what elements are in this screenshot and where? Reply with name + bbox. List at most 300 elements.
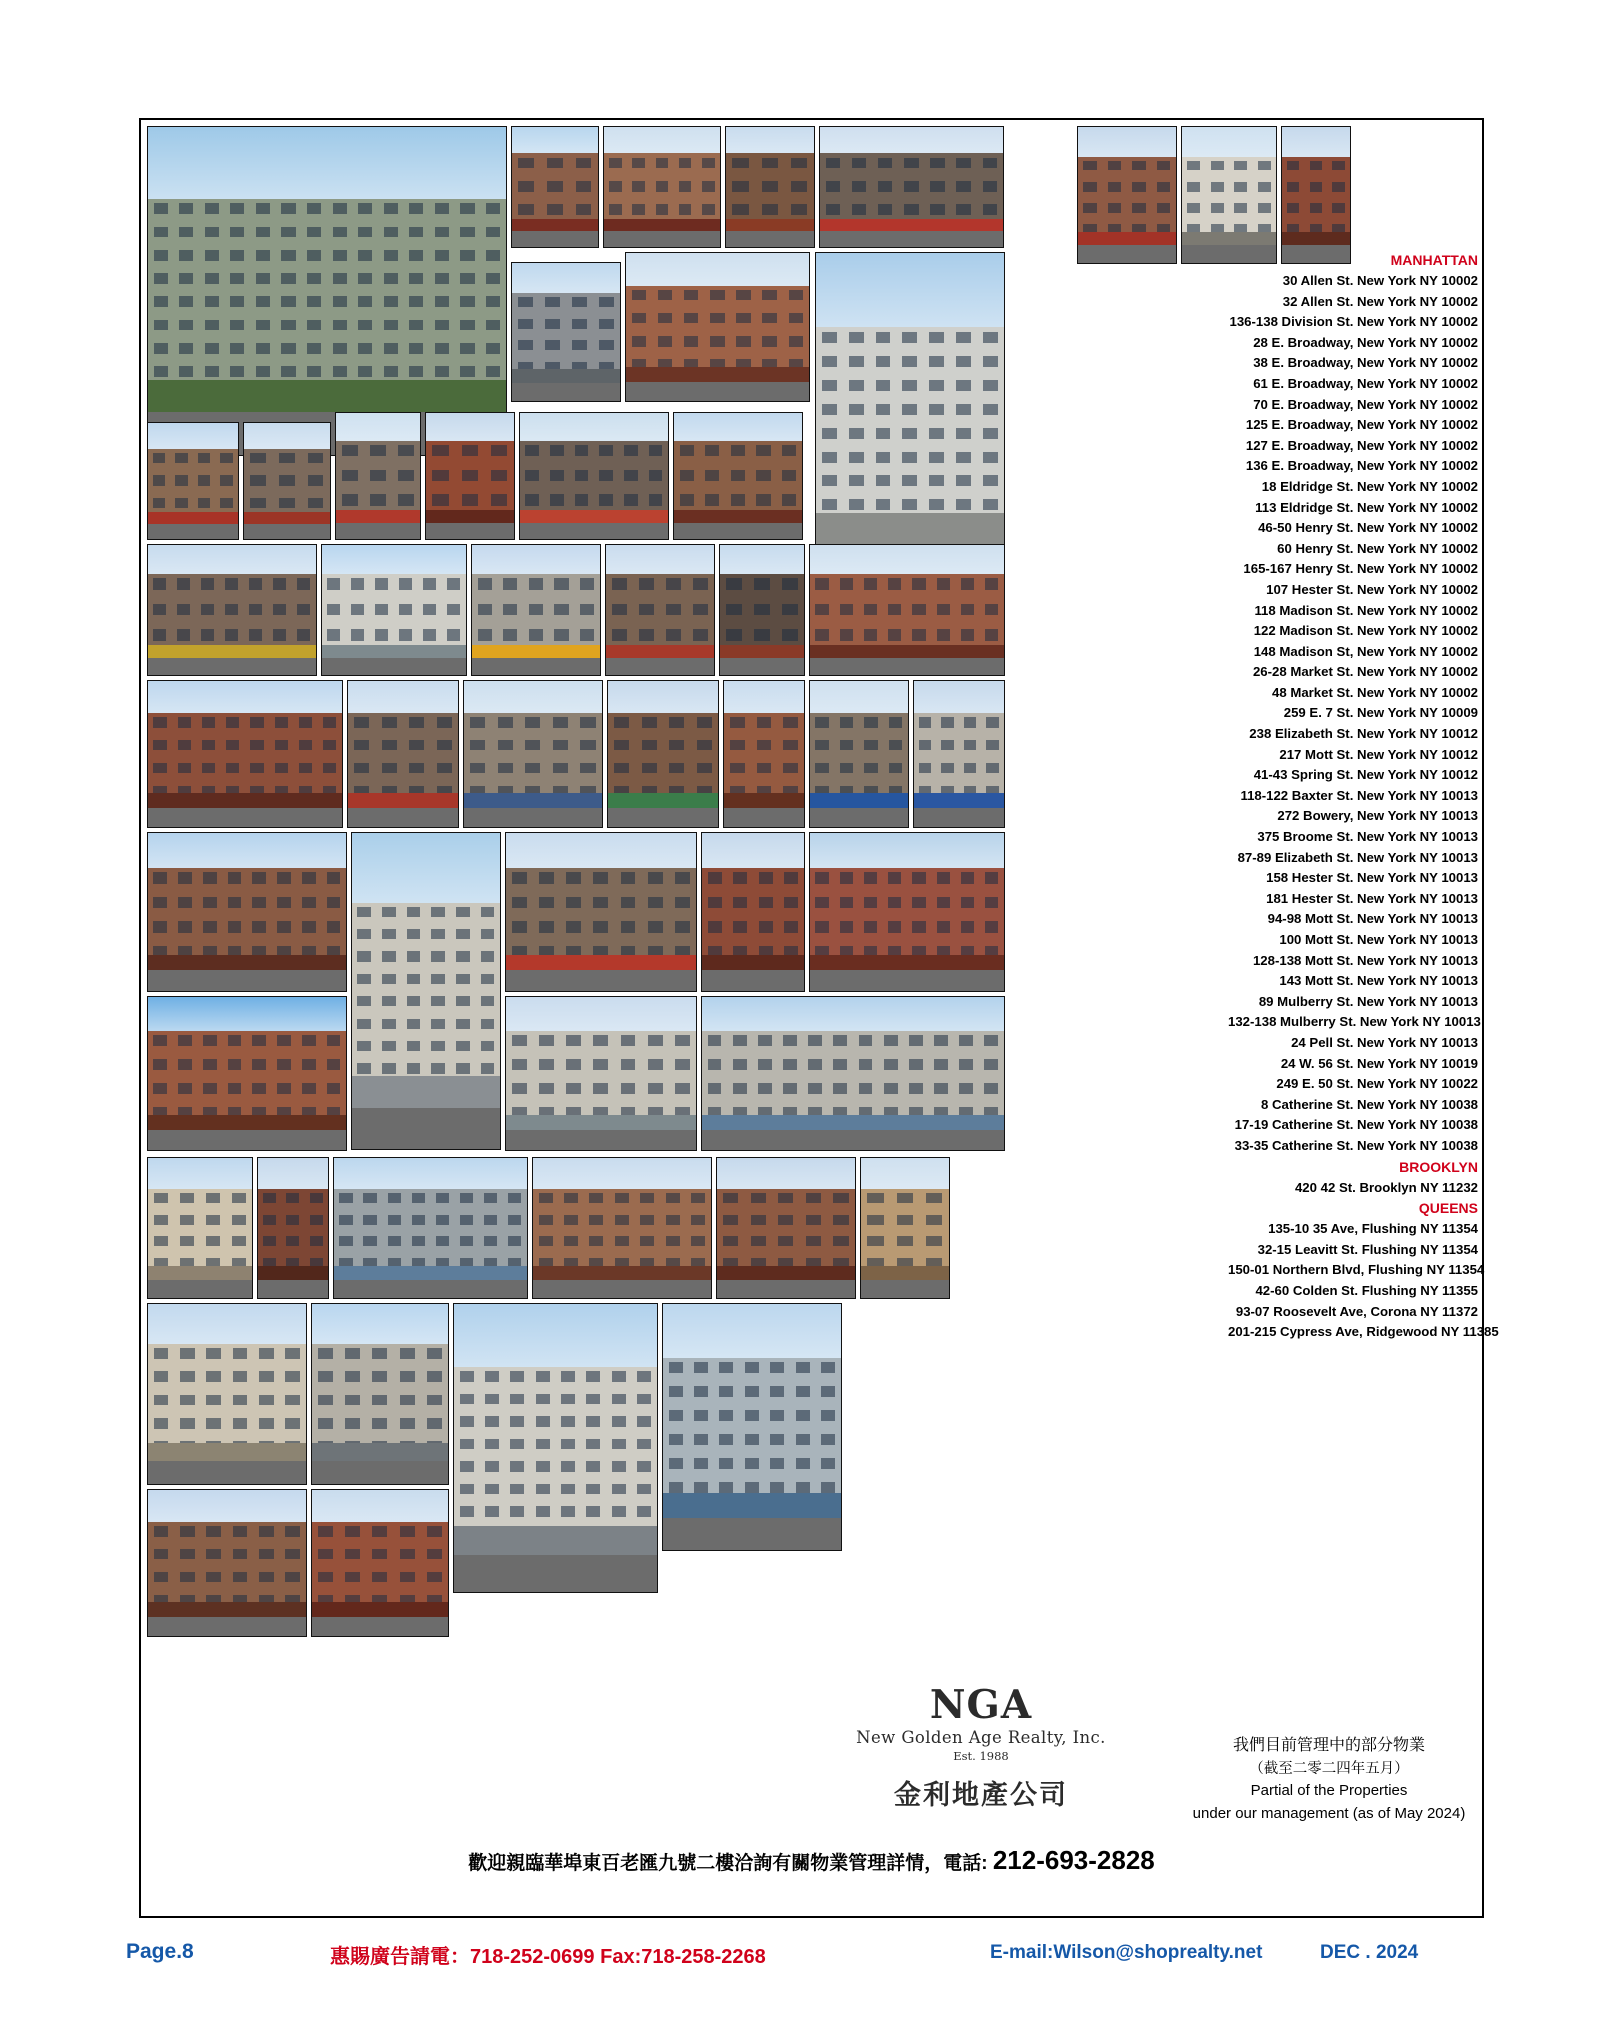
photo-window (815, 763, 828, 773)
photo-window (220, 498, 232, 508)
photo-window (285, 1371, 299, 1382)
photo-window (203, 1035, 217, 1046)
photo-window (491, 470, 507, 481)
photo-window (983, 158, 997, 169)
photo-window (233, 1526, 247, 1536)
photo-window (281, 343, 295, 354)
photo-window (757, 717, 772, 727)
photo-window (259, 1418, 273, 1429)
photo-window (423, 578, 436, 590)
listing-address: 41-43 Spring St. New York NY 10012 (1253, 767, 1478, 783)
management-note-line3: Partial of the Properties (1250, 1782, 1408, 1799)
photo-storefront (726, 219, 814, 231)
photo-window (708, 921, 722, 932)
photo-storefront (148, 512, 238, 524)
photo-window (275, 740, 288, 750)
photo-window (252, 1059, 266, 1070)
listing-address: 127 E. Broadway, New York NY 10002 (1245, 437, 1478, 453)
photo-window (1234, 161, 1247, 171)
photo-window (481, 907, 495, 917)
photo-green-storefront (607, 680, 719, 828)
photo-window (202, 740, 215, 750)
photo-street (312, 1461, 448, 1484)
photo-window (333, 320, 347, 331)
photo-window (1310, 203, 1322, 213)
photo-window (593, 1035, 608, 1046)
photo-window (705, 494, 719, 505)
photo-chinatown-storefront-1 (819, 126, 1004, 248)
photo-window (203, 1059, 217, 1070)
photo-window (822, 404, 837, 415)
photo-window (684, 290, 698, 301)
photo-window (250, 475, 266, 485)
photo-window (382, 1019, 396, 1029)
photo-window (986, 763, 998, 773)
photo-window (431, 974, 445, 984)
photo-window (412, 1236, 425, 1246)
photo-window (225, 604, 238, 616)
photo-window (536, 1484, 550, 1494)
photo-window (375, 629, 388, 641)
photo-window (285, 1348, 299, 1359)
photo-fire-escape-red (701, 832, 805, 992)
photo-window (1211, 203, 1224, 213)
photo-window (719, 1482, 733, 1493)
photo-window (983, 428, 998, 439)
photo-window (400, 1549, 415, 1559)
photo-window (1083, 182, 1096, 192)
photo-window (318, 1526, 333, 1536)
photo-window (762, 181, 778, 192)
photo-window (796, 1458, 810, 1469)
photo-window (154, 1371, 168, 1382)
photo-window (566, 897, 581, 908)
photo-window (985, 921, 998, 932)
photo-window (460, 1371, 474, 1381)
listing-address: 118-122 Baxter St. New York NY 10013 (1240, 787, 1478, 803)
photo-window (310, 1236, 323, 1246)
photo-window (912, 604, 925, 616)
photo-window (876, 332, 891, 343)
photo-window (384, 320, 398, 331)
photo-window (731, 445, 745, 456)
listing-address: 128-138 Mott St. New York NY 10013 (1252, 952, 1478, 968)
photo-window (889, 717, 902, 727)
photo-window (806, 1236, 821, 1246)
photo-window (852, 158, 866, 169)
contact-phone: 212-693-2828 (992, 1845, 1155, 1875)
photo-storefront (702, 1115, 1004, 1130)
photo-window (669, 1362, 683, 1373)
photo-window (409, 273, 423, 284)
photo-window (902, 356, 917, 367)
photo-window (732, 181, 748, 192)
photo-window (1287, 203, 1299, 213)
photo-window (407, 907, 421, 917)
photo-street (520, 523, 668, 539)
photo-window (550, 445, 564, 456)
photo-window (864, 872, 877, 883)
photo-window (205, 343, 219, 354)
photo-window (637, 1484, 651, 1494)
photo-window (691, 1236, 705, 1246)
photo-window (351, 578, 364, 590)
photo-window (553, 717, 568, 727)
photo-window (518, 297, 533, 307)
photo-window (399, 629, 412, 641)
photo-window (206, 1348, 220, 1359)
photo-window (849, 380, 864, 391)
photo-window (233, 1395, 247, 1406)
photo-window (308, 498, 324, 508)
photo-storefront (914, 793, 1004, 808)
photo-window (382, 907, 396, 917)
photo-window (179, 296, 193, 307)
photo-storefront (454, 1526, 657, 1555)
listing-address: 135-10 35 Ave, Flushing NY 11354 (1268, 1221, 1478, 1237)
photo-window (745, 1434, 759, 1445)
photo-window (599, 470, 613, 481)
photo-window (708, 1059, 722, 1070)
photo-window (263, 1236, 276, 1246)
photo-window (498, 740, 513, 750)
photo-window (723, 1215, 738, 1225)
photo-window (256, 273, 270, 284)
photo-window (612, 1416, 626, 1426)
photo-window (498, 717, 513, 727)
photo-window (783, 763, 798, 773)
photo-window (983, 380, 998, 391)
photo-window (912, 578, 925, 590)
photo-window (339, 1236, 352, 1246)
photo-window (669, 1410, 683, 1421)
photo-window (621, 1035, 636, 1046)
photo-window (784, 897, 798, 908)
photo-window (226, 740, 239, 750)
photo-window (539, 1059, 554, 1070)
photo-window (205, 227, 219, 238)
photo-window (680, 445, 694, 456)
photo-window (302, 897, 316, 908)
photo-window (675, 872, 690, 883)
photo-window (919, 740, 931, 750)
listing-address: 100 Mott St. New York NY 10013 (1279, 932, 1478, 947)
photo-window (1332, 182, 1344, 192)
photo-window (357, 974, 371, 984)
photo-window (233, 1549, 247, 1559)
photo-blue-glass-tower (662, 1303, 842, 1551)
photo-window (733, 1059, 747, 1070)
photo-window (525, 445, 539, 456)
listing-city-manhattan: MANHATTAN (1390, 252, 1478, 268)
photo-window (580, 763, 595, 773)
photo-storefront (861, 1266, 949, 1280)
photo-window (926, 1215, 942, 1225)
photo-window (252, 897, 266, 908)
footer-email: E-mail:Wilson@shoprealty.net (990, 1942, 1263, 1963)
photo-window (327, 872, 341, 883)
photo-window (666, 578, 681, 590)
photo-window (575, 445, 589, 456)
photo-window (615, 1236, 629, 1246)
photo-window (691, 1193, 705, 1203)
photo-window (849, 452, 864, 463)
photo-window (180, 1572, 194, 1582)
photo-window (956, 158, 970, 169)
photo-window (456, 1063, 470, 1073)
photo-window (656, 181, 669, 192)
photo-window (250, 717, 263, 727)
photo-window (302, 921, 316, 932)
photo-window (1132, 161, 1145, 171)
photo-window (710, 336, 724, 347)
photo-window (867, 1193, 883, 1203)
photo-window (372, 1418, 387, 1429)
photo-window (751, 1236, 766, 1246)
photo-window (536, 1461, 550, 1471)
photo-window (612, 1394, 626, 1404)
photo-window (327, 1083, 341, 1094)
photo-window (789, 313, 803, 324)
photo-blue-sky-brick (147, 996, 347, 1151)
photo-window (566, 872, 581, 883)
photo-window (624, 445, 638, 456)
photo-window (983, 475, 998, 486)
photo-window (612, 604, 627, 616)
photo-storefront (1282, 232, 1350, 246)
photo-window (1132, 203, 1145, 213)
photo-window (275, 763, 288, 773)
photo-window (153, 604, 166, 616)
photo-window (694, 1410, 708, 1421)
photo-window (702, 181, 715, 192)
footer-date: DEC . 2024 (1320, 1942, 1419, 1963)
photo-window (470, 763, 485, 773)
photo-red-brick-block-1 (809, 544, 1005, 676)
photo-storefront (512, 369, 620, 383)
photo-window (318, 1418, 333, 1429)
photo-window (525, 494, 539, 505)
photo-window (770, 1362, 784, 1373)
photo-window (934, 1035, 948, 1046)
photo-window (432, 494, 448, 505)
photo-window (481, 929, 495, 939)
photo-window (153, 740, 166, 750)
photo-window (902, 380, 917, 391)
photo-brick-walkup-2 (603, 126, 721, 248)
photo-window (840, 872, 853, 883)
photo-window (370, 494, 385, 505)
photo-window (580, 740, 595, 750)
photo-street (336, 523, 420, 539)
listing-address: 272 Bowery, New York NY 10013 (1277, 808, 1478, 824)
photo-window (826, 204, 840, 215)
photo-window (486, 320, 500, 331)
photo-window (431, 1041, 445, 1051)
photo-window (345, 1348, 360, 1359)
photo-street (148, 1280, 252, 1298)
photo-window (640, 1215, 654, 1225)
photo-window (275, 717, 288, 727)
photo-window (580, 717, 595, 727)
photo-street (608, 808, 718, 827)
photo-window (691, 1215, 705, 1225)
page-footer (0, 1940, 1600, 1980)
photo-window (586, 1371, 600, 1381)
photo-street (426, 523, 514, 539)
photo-storefront (810, 955, 1004, 971)
photo-window (307, 296, 321, 307)
photo-window (612, 578, 627, 590)
photo-window (679, 158, 692, 169)
photo-window (154, 1526, 168, 1536)
photo-window (929, 499, 944, 510)
photo-window (796, 1362, 810, 1373)
photo-storefront (1078, 232, 1176, 246)
photo-window (956, 428, 971, 439)
photo-storefront (820, 219, 1003, 231)
photo-window (564, 1193, 578, 1203)
photo-window (427, 1348, 442, 1359)
photo-window (358, 203, 372, 214)
photo-storefront (148, 1602, 306, 1617)
photo-window (736, 313, 750, 324)
photo-street (724, 808, 804, 827)
photo-street (702, 970, 804, 991)
photo-window (759, 897, 773, 908)
photo-window (648, 1083, 663, 1094)
photo-window (586, 1416, 600, 1426)
photo-window (400, 1395, 415, 1406)
logo-company-name-chinese: 金利地產公司 (894, 1780, 1068, 1810)
photo-dark-brick-small (257, 1157, 329, 1299)
photo-window (436, 1193, 449, 1203)
listing-address: 89 Mulberry St. New York NY 10013 (1258, 993, 1478, 1009)
photo-window (206, 1215, 220, 1225)
photo-window (281, 366, 295, 377)
photo-modern-grey-building (511, 262, 621, 402)
photo-window (593, 1059, 608, 1070)
photo-window (318, 1371, 333, 1382)
photo-red-building-corner (425, 412, 515, 540)
photo-window (279, 453, 295, 463)
photo-window (666, 1236, 680, 1246)
photo-window (180, 1526, 194, 1536)
listing-address: 60 Henry St. New York NY 10002 (1277, 540, 1478, 556)
photo-window (642, 717, 657, 727)
photo-window (179, 250, 193, 261)
photo-storefront (608, 793, 718, 808)
photo-window (1187, 161, 1200, 171)
photo-street (914, 808, 1004, 827)
photo-brick-walkup-3 (673, 412, 803, 540)
photo-window (529, 578, 543, 590)
photo-window (649, 470, 663, 481)
photo-window (286, 1215, 299, 1225)
photo-window (666, 1193, 680, 1203)
photo-window (821, 1458, 835, 1469)
photo-storefront (312, 1443, 448, 1461)
photo-window (708, 1035, 722, 1046)
photo-window (791, 158, 807, 169)
photo-window (782, 494, 796, 505)
photo-window (205, 320, 219, 331)
photo-window (201, 629, 214, 641)
listing-address: 70 E. Broadway, New York NY 10002 (1253, 396, 1478, 412)
photo-window (180, 1549, 194, 1559)
photo-window (220, 475, 232, 485)
photo-window (273, 604, 286, 616)
photo-window (572, 297, 587, 307)
photo-window (586, 1461, 600, 1471)
photo-window (460, 1506, 474, 1516)
photo-window (277, 921, 291, 932)
photo-window (1083, 203, 1096, 213)
photo-window (398, 445, 413, 456)
photo-window (897, 1215, 913, 1225)
photo-street (312, 1617, 448, 1636)
photo-window (675, 1035, 690, 1046)
photo-window (153, 763, 166, 773)
photo-window (310, 1215, 323, 1225)
photo-window (833, 1083, 847, 1094)
photo-window (840, 717, 853, 727)
photo-window (250, 498, 266, 508)
photo-window (756, 494, 770, 505)
photo-window (460, 1236, 473, 1246)
photo-window (593, 872, 608, 883)
photo-window (624, 494, 638, 505)
photo-window (609, 158, 622, 169)
photo-window (614, 740, 629, 750)
photo-window (363, 1193, 376, 1203)
photo-window (756, 445, 770, 456)
photo-window (510, 1484, 524, 1494)
photo-storefront (148, 793, 342, 808)
photo-window (632, 336, 646, 347)
photo-window (937, 872, 950, 883)
photo-window (510, 1461, 524, 1471)
photo-window (754, 629, 769, 641)
photo-window (669, 1458, 683, 1469)
photo-window (754, 578, 769, 590)
listing-address: 259 E. 7 St. New York NY 10009 (1283, 705, 1478, 721)
photo-window (789, 290, 803, 301)
photo-window (941, 740, 953, 750)
photo-window (736, 290, 750, 301)
photo-tenement-row-1 (335, 412, 421, 540)
photo-window (228, 1059, 242, 1070)
photo-window (518, 319, 533, 329)
photo-window (178, 717, 191, 727)
photo-window (327, 578, 340, 590)
photo-window (456, 929, 470, 939)
photo-window (586, 1439, 600, 1449)
photo-window (536, 1506, 550, 1516)
photo-window (398, 470, 413, 481)
photo-window (153, 897, 167, 908)
photo-window (400, 1572, 415, 1582)
photo-window (833, 1193, 848, 1203)
photo-red-awning-storefront (347, 680, 459, 828)
photo-window (1310, 182, 1322, 192)
photo-window (680, 470, 694, 481)
photo-window (864, 629, 877, 641)
photo-window (285, 1549, 299, 1559)
photo-window (580, 629, 594, 641)
photo-window (485, 1506, 499, 1516)
photo-window (252, 872, 266, 883)
